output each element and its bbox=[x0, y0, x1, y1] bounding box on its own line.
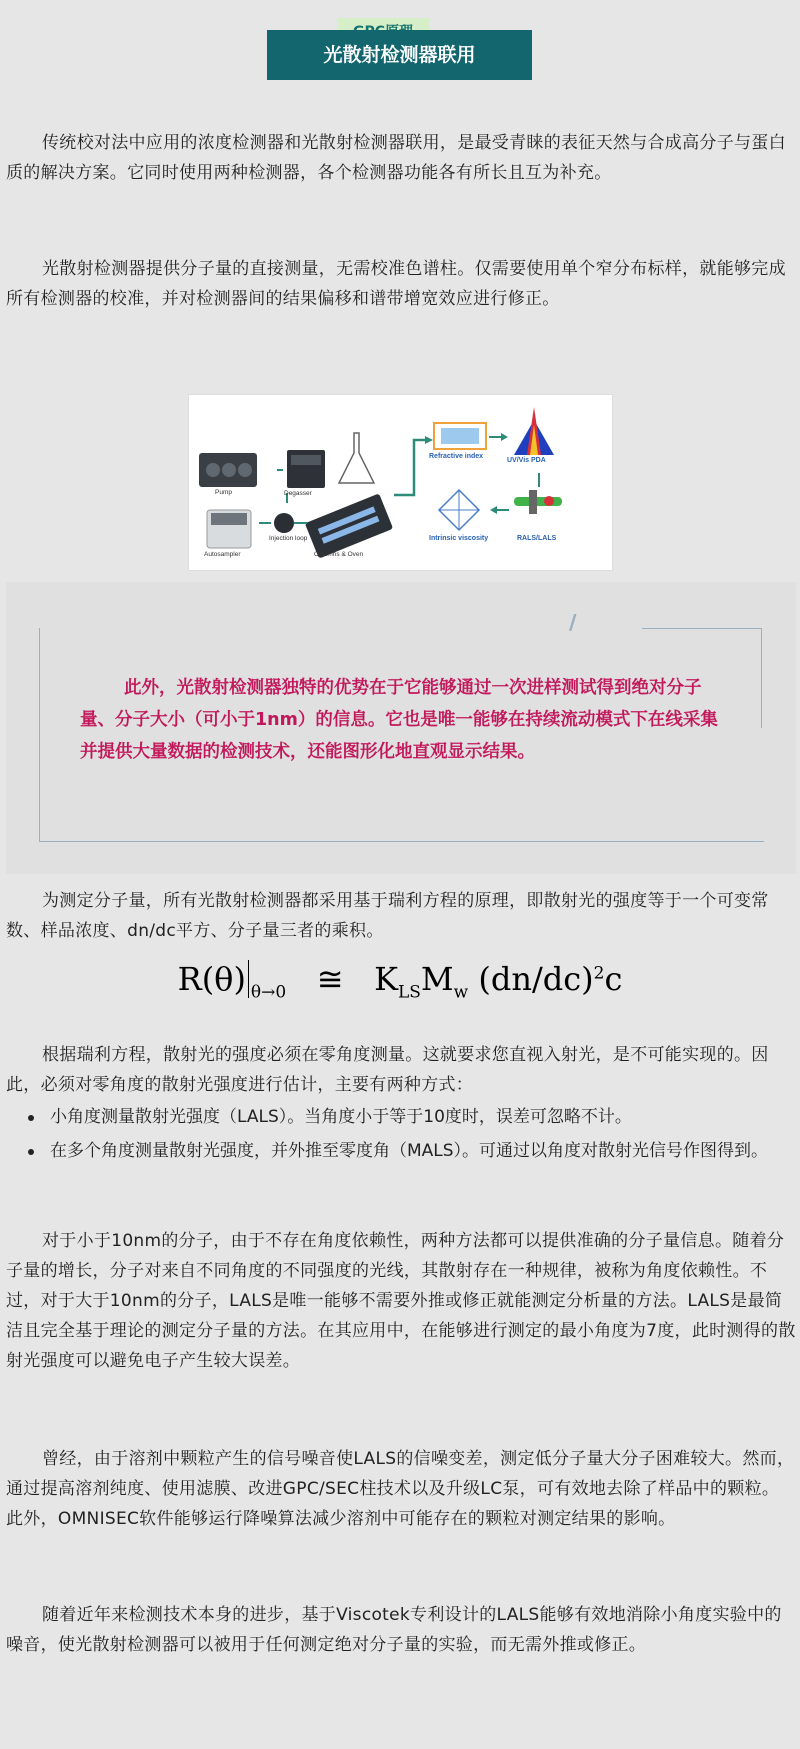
degasser-label: Degasser bbox=[284, 490, 312, 497]
formula-m: M bbox=[420, 960, 454, 998]
columns-label: Columns & Oven bbox=[314, 551, 364, 558]
formula-c: c bbox=[604, 960, 623, 998]
measurement-methods-list bbox=[6, 1102, 796, 1170]
refractive-index-label: Refractive index bbox=[429, 453, 484, 460]
formula-k: K bbox=[374, 960, 398, 998]
formula-lhs-subscript: θ→0 bbox=[250, 982, 287, 1003]
intrinsic-viscosity-label: Intrinsic viscosity bbox=[429, 535, 489, 542]
paragraph-zero-angle: 根据瑞利方程，散射光的强度必须在零角度测量。这就要求您直视入射光，是不可能实现的。因此，必须对零角度的散射光强度进行估计，主要有两种方式： bbox=[6, 1045, 769, 1095]
highlight-quote-text: 此外，光散射检测器独特的优势在于它能够通过一次进样测试得到绝对分子量、分子大小（可小于1nm）的信息。它也是唯一能够在持续流动模式下在线采集并提供大量数据的检测技术，还能图形化地直观显示结果。 bbox=[80, 678, 718, 762]
formula-k-subscript: LS bbox=[397, 982, 421, 1003]
formula-approx: ≅ bbox=[316, 960, 344, 998]
uv-vis-label: UV/Vis PDA bbox=[507, 457, 546, 464]
formula-m-subscript: w bbox=[453, 982, 469, 1003]
system-diagram-illustration bbox=[189, 395, 612, 570]
list-item-mals: 在多个角度测量散射光强度，并外推至零度角（MALS）。可通过以角度对散射光信号作图得到。 bbox=[6, 1136, 796, 1166]
page-title: 光散射检测器联用 bbox=[267, 30, 532, 80]
quote-frame-top-line bbox=[642, 628, 762, 629]
formula-evaluation-bar bbox=[248, 960, 249, 998]
formula-lhs: R(θ) bbox=[177, 960, 246, 998]
paragraph-progress: 随着近年来检测技术本身的进步，基于Viscotek专利设计的LALS能够有效地消除小角度实验中的噪音，使光散射检测器可以被用于任何测定绝对分子量的实验，而无需外推或修正。 bbox=[6, 1605, 782, 1655]
pump-label: Pump bbox=[215, 489, 232, 496]
list-item-lals: 小角度测量散射光强度（LALS）。当角度小于等于10度时，误差可忽略不计。 bbox=[6, 1102, 796, 1132]
formula-exponent: 2 bbox=[593, 963, 605, 984]
rals-lals-label: RALS/LALS bbox=[517, 535, 557, 542]
injection-loop-label: Injection loop bbox=[269, 535, 308, 542]
paragraph-calibration: 光散射检测器提供分子量的直接测量，无需校准色谱柱。仅需要使用单个窄分布标样，就能够完成所有检测器的校准，并对检测器间的结果偏移和谱带增宽效应进行修正。 bbox=[6, 259, 786, 309]
autosampler-label: Autosampler bbox=[204, 551, 241, 558]
quote-frame-right-line bbox=[761, 628, 762, 728]
paragraph-rayleigh: 为测定分子量，所有光散射检测器都采用基于瑞利方程的原理，即散射光的强度等于一个可变常数、样品浓度、dn/dc平方、分子量三者的乘积。 bbox=[6, 891, 769, 941]
quote-slash-decoration: // bbox=[569, 610, 571, 634]
highlight-quote-box bbox=[6, 582, 796, 874]
paragraph-intro: 传统校对法中应用的浓度检测器和光散射检测器联用，是最受青睐的表征天然与合成高分子与蛋白质的解决方案。它同时使用两种检测器，各个检测器功能各有所长且互为补充。 bbox=[6, 133, 786, 183]
paragraph-noise: 曾经，由于溶剂中颗粒产生的信号噪音使LALS的信噪变差，测定低分子量大分子困难较大。然而，通过提高溶剂纯度、使用滤膜、改进GPC/SEC柱技术以及升级LC泵，可有效地去除了样品中的颗粒。此外，OMNISEC软件能够运行降噪算法减少溶剂中可能存在的颗粒对测定结果的影响。 bbox=[6, 1449, 795, 1529]
paragraph-angular-dependence: 对于小于10nm的分子，由于不存在角度依赖性，两种方法都可以提供准确的分子量信息。随着分子量的增长，分子对来自不同角度的不同强度的光线，其散射存在一种规律，被称为角度依赖性。不过，对于大于10nm的分子，LALS是唯一能够不需要外推或修正就能测定分析量的方法。LALS是最简洁且完全基于理论的测定分子量的方法。在其应用中，在能够进行测定的最小角度为7度，此时测得的散射光强度可以避免电子产生较大误差。 bbox=[6, 1231, 796, 1371]
formula-dndc: (dn/dc) bbox=[478, 960, 594, 998]
rayleigh-equation bbox=[0, 960, 800, 1002]
gpc-system-diagram bbox=[188, 394, 613, 571]
